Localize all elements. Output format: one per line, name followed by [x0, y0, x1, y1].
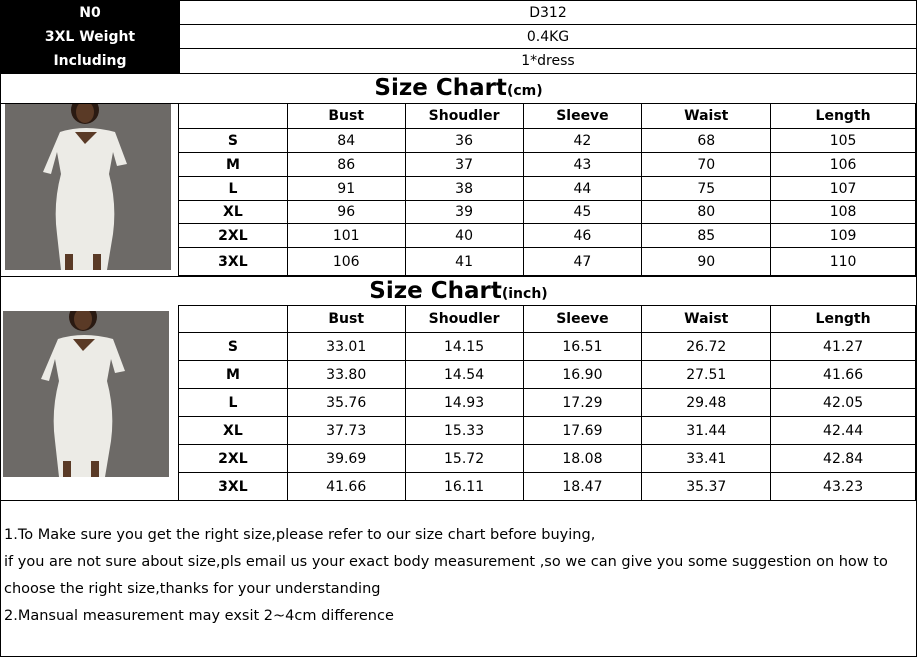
info-label-number: N0	[79, 5, 101, 21]
table-cell: 42.84	[771, 445, 916, 473]
dress-photo-cm	[5, 104, 171, 270]
header-length: Length	[771, 306, 916, 333]
table-cell: 44	[523, 177, 642, 201]
table-row	[179, 129, 916, 153]
table-cell: 16.11	[405, 473, 523, 501]
size-table-inch	[178, 305, 916, 501]
table-row	[179, 248, 916, 276]
table-header-row	[179, 306, 916, 333]
table-cell: 110	[771, 248, 916, 276]
size-label: L	[179, 389, 288, 417]
table-cell: 91	[287, 177, 405, 201]
table-cell: 15.33	[405, 417, 523, 445]
table-cell: 39	[405, 201, 523, 224]
inch-chart-title	[0, 277, 917, 306]
table-cell: 85	[642, 224, 771, 248]
size-notes	[4, 522, 909, 630]
size-label: S	[179, 129, 288, 153]
size-table-cm	[178, 103, 916, 276]
header-waist: Waist	[642, 104, 771, 129]
table-cell: 26.72	[642, 333, 771, 361]
table-cell: 70	[642, 153, 771, 177]
table-cell: 105	[771, 129, 916, 153]
header-bust: Bust	[287, 104, 405, 129]
size-label: S	[179, 333, 288, 361]
cm-chart-unit: (cm)	[506, 83, 543, 99]
table-cell: 14.93	[405, 389, 523, 417]
table-cell: 14.54	[405, 361, 523, 389]
header-waist: Waist	[642, 306, 771, 333]
header-cell	[179, 306, 288, 333]
dress-photo-inch	[3, 311, 169, 477]
table-cell: 75	[642, 177, 771, 201]
table-cell: 37	[405, 153, 523, 177]
table-cell: 18.47	[523, 473, 642, 501]
table-cell: 43	[523, 153, 642, 177]
table-cell: 33.41	[642, 445, 771, 473]
table-cell: 68	[642, 129, 771, 153]
table-row	[179, 417, 916, 445]
table-row	[179, 333, 916, 361]
table-row	[179, 473, 916, 501]
header-cell	[179, 104, 288, 129]
table-row	[179, 445, 916, 473]
inch-chart-unit: (inch)	[501, 286, 548, 302]
table-cell: 41	[405, 248, 523, 276]
table-cell: 106	[771, 153, 916, 177]
table-cell: 40	[405, 224, 523, 248]
info-label-including: Including	[53, 53, 127, 69]
table-cell: 29.48	[642, 389, 771, 417]
info-value-number: D312	[179, 1, 916, 25]
product-info-labels	[1, 1, 179, 73]
header-shoulder: Shoudler	[405, 306, 523, 333]
table-cell: 16.51	[523, 333, 642, 361]
header-shoulder: Shoudler	[405, 104, 523, 129]
info-label-weight: 3XL Weight	[44, 29, 136, 45]
cm-chart-title	[0, 74, 917, 103]
table-cell: 27.51	[642, 361, 771, 389]
table-row	[179, 224, 916, 248]
header-sleeve: Sleeve	[523, 104, 642, 129]
table-cell: 33.80	[287, 361, 405, 389]
note-line: if you are not sure about size,pls email us your exact body measurement ,so we can give you some suggestion on how to	[4, 554, 888, 570]
header-sleeve: Sleeve	[523, 306, 642, 333]
table-cell: 33.01	[287, 333, 405, 361]
table-row	[179, 153, 916, 177]
table-cell: 39.69	[287, 445, 405, 473]
dress-model-image	[3, 311, 169, 477]
info-value-including: 1*dress	[179, 49, 916, 73]
table-cell: 41.66	[287, 473, 405, 501]
table-cell: 37.73	[287, 417, 405, 445]
note-line: choose the right size,thanks for your understanding	[4, 581, 381, 597]
divider	[0, 500, 917, 501]
header-bust: Bust	[287, 306, 405, 333]
product-info-values	[179, 1, 916, 73]
size-label: 2XL	[179, 224, 288, 248]
dress-model-image	[5, 104, 171, 270]
table-cell: 36	[405, 129, 523, 153]
size-label: M	[179, 153, 288, 177]
table-cell: 15.72	[405, 445, 523, 473]
table-row	[179, 389, 916, 417]
size-label: XL	[179, 417, 288, 445]
header-length: Length	[771, 104, 916, 129]
table-cell: 41.27	[771, 333, 916, 361]
table-cell: 42	[523, 129, 642, 153]
info-value-weight: 0.4KG	[179, 25, 916, 49]
table-cell: 41.66	[771, 361, 916, 389]
note-line: 1.To Make sure you get the right size,please refer to our size chart before buying,	[4, 527, 596, 543]
table-cell: 108	[771, 201, 916, 224]
table-row	[179, 361, 916, 389]
table-cell: 47	[523, 248, 642, 276]
size-label: XL	[179, 201, 288, 224]
size-label: 3XL	[179, 473, 288, 501]
table-row	[179, 177, 916, 201]
table-cell: 107	[771, 177, 916, 201]
table-cell: 46	[523, 224, 642, 248]
table-cell: 31.44	[642, 417, 771, 445]
table-cell: 43.23	[771, 473, 916, 501]
table-header-row	[179, 104, 916, 129]
table-cell: 18.08	[523, 445, 642, 473]
table-cell: 84	[287, 129, 405, 153]
cm-chart-title-text: Size Chart	[374, 75, 507, 101]
size-label: L	[179, 177, 288, 201]
table-cell: 42.05	[771, 389, 916, 417]
table-cell: 86	[287, 153, 405, 177]
table-cell: 16.90	[523, 361, 642, 389]
table-cell: 14.15	[405, 333, 523, 361]
inch-chart-title-text: Size Chart	[369, 278, 502, 304]
table-cell: 101	[287, 224, 405, 248]
size-label: M	[179, 361, 288, 389]
table-cell: 96	[287, 201, 405, 224]
table-row	[179, 201, 916, 224]
table-cell: 106	[287, 248, 405, 276]
table-cell: 42.44	[771, 417, 916, 445]
size-label: 2XL	[179, 445, 288, 473]
table-cell: 17.29	[523, 389, 642, 417]
table-cell: 35.76	[287, 389, 405, 417]
table-cell: 90	[642, 248, 771, 276]
table-cell: 35.37	[642, 473, 771, 501]
table-cell: 38	[405, 177, 523, 201]
table-cell: 80	[642, 201, 771, 224]
table-cell: 45	[523, 201, 642, 224]
note-line: 2.Mansual measurement may exsit 2~4cm difference	[4, 608, 394, 624]
size-label: 3XL	[179, 248, 288, 276]
table-cell: 17.69	[523, 417, 642, 445]
table-cell: 109	[771, 224, 916, 248]
